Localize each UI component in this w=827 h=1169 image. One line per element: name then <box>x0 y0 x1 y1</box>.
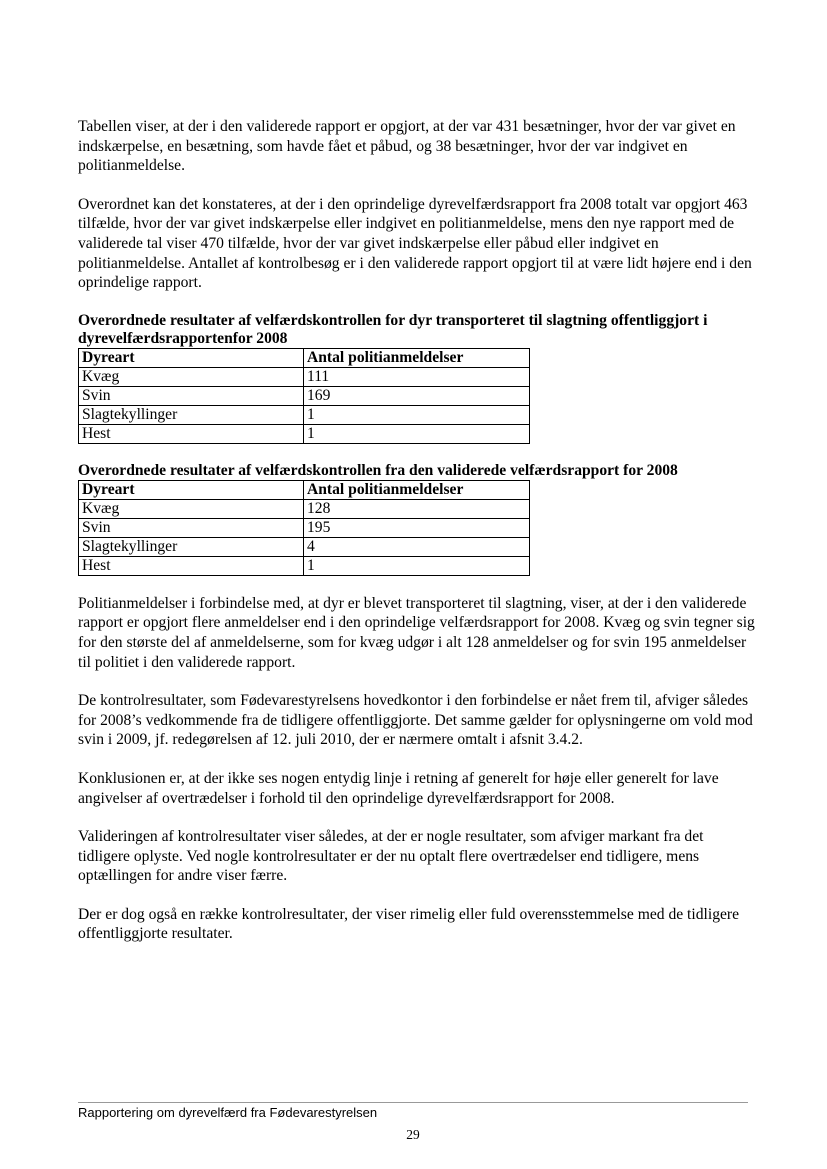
table-cell: 128 <box>304 499 530 518</box>
table-cell: Svin <box>79 518 304 537</box>
table-cell: Slagtekyllinger <box>79 405 304 424</box>
table-cell: Kvæg <box>79 499 304 518</box>
page-content <box>78 117 758 963</box>
police-reports-table-validated <box>78 480 530 576</box>
page-footer <box>78 1102 748 1143</box>
table-cell: 195 <box>304 518 530 537</box>
column-header: Dyreart <box>79 480 304 499</box>
paragraph: Konklusionen er, at der ikke ses nogen entydig linje i retning af generelt for høje eller generelt for lave angivelser af overtrædelser i forhold til den oprindelige dyrevelfærdsrapport for 2008. <box>78 769 719 807</box>
paragraph: De kontrolresultater, som Fødevarestyrelsens hovedkontor i den forbindelse er nået frem til, afviger således for 2008’s vedkommende fra de tidligere offentliggjorte. Det samme gælder for oplysningerne om vold mod svin i 2009, jf. redegørelsen af 12. juli 2010, der er nærmere omtalt i afsnit 3.4.2. <box>78 692 753 749</box>
table-heading: Overordnede resultater af velfærdskontrollen fra den validerede velfærdsrapport for 2008 <box>78 461 678 479</box>
table-row <box>79 386 530 405</box>
table-row <box>79 537 530 556</box>
table-cell: 1 <box>304 424 530 443</box>
column-header: Antal politianmeldelser <box>304 480 530 499</box>
table-row <box>79 367 530 386</box>
paragraph: Overordnet kan det konstateres, at der i den oprindelige dyrevelfærdsrapport fra 2008 totalt var opgjort 463 tilfælde, hvor der var givet indskærpelse eller indgivet en politianmeldelse, mens den nye rapport med de validerede tal viser 470 tilfælde, hvor der var givet indskærpelse eller påbud eller indgivet en politianmeldelse. Antallet af kontrolbesøg er i den validerede rapport opgjort til at være lidt højere end i den oprindelige rapport. <box>78 195 752 292</box>
footer-title: Rapportering om dyrevelfærd fra Fødevarestyrelsen <box>78 1105 378 1120</box>
table-cell: Svin <box>79 386 304 405</box>
table-row <box>79 518 530 537</box>
police-reports-table-published <box>78 348 530 444</box>
table-header-row <box>79 348 530 367</box>
table-cell: Slagtekyllinger <box>79 537 304 556</box>
table-row <box>79 499 530 518</box>
table-cell: Kvæg <box>79 367 304 386</box>
table-row <box>79 556 530 575</box>
column-header: Antal politianmeldelser <box>304 348 530 367</box>
page-number: 29 <box>406 1127 420 1142</box>
paragraph: Politianmeldelser i forbindelse med, at dyr er blevet transporteret til slagtning, viser, at der i den validerede rapport er opgjort flere anmeldelser end i den oprindelige velfærdsrapport for 2008. Kvæg og svin tegner sig for den største del af anmeldelserne, som for kvæg udgør i alt 128 anmeldelser og for svin 195 anmeldelser til politiet i den validerede rapport. <box>78 594 755 671</box>
table-row <box>79 405 530 424</box>
table-cell: 4 <box>304 537 530 556</box>
table-header-row <box>79 480 530 499</box>
column-header: Dyreart <box>79 348 304 367</box>
table-cell: 1 <box>304 556 530 575</box>
table-cell: 111 <box>304 367 530 386</box>
paragraph: Valideringen af kontrolresultater viser således, at der er nogle resultater, som afviger markant fra det tidligere oplyste. Ved nogle kontrolresultater er der nu optalt flere overtrædelser end tidligere, mens optællingen for andre viser færre. <box>78 828 704 885</box>
paragraph: Der er dog også en række kontrolresultater, der viser rimelig eller fuld overensstemmelse med de tidligere offentliggjorte resultater. <box>78 905 740 943</box>
table-cell: 1 <box>304 405 530 424</box>
table-cell: Hest <box>79 556 304 575</box>
table-cell: Hest <box>79 424 304 443</box>
table-heading: Overordnede resultater af velfærdskontrollen for dyr transporteret til slagtning offentliggjort i dyrevelfærdsrapportenfor 2008 <box>78 311 708 347</box>
paragraph: Tabellen viser, at der i den validerede rapport er opgjort, at der var 431 besætninger, hvor der var givet en indskærpelse, en besætning, som havde fået et påbud, og 38 besætninger, hvor der var indgivet en politianmeldelse. <box>78 118 736 175</box>
table-cell: 169 <box>304 386 530 405</box>
table-row <box>79 424 530 443</box>
